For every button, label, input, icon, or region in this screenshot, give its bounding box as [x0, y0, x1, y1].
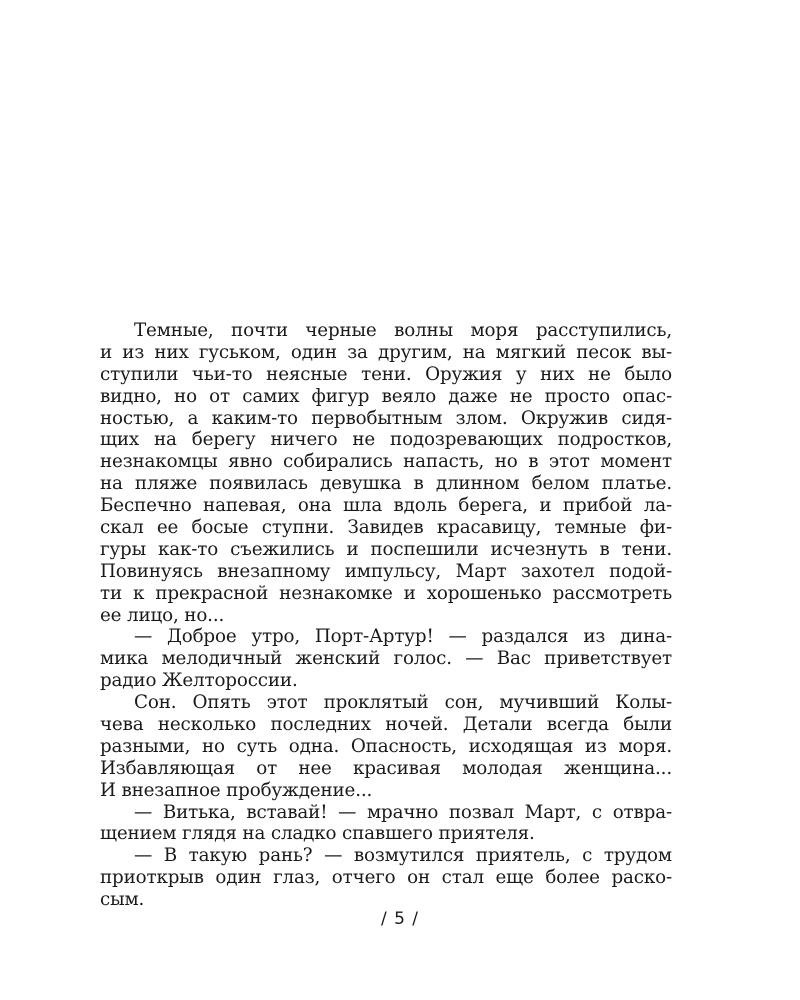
text-line: И внезапное пробуждение... [100, 779, 373, 801]
text-line: — Витька, вставай! — мрачно позвал Март, с отвра- [134, 801, 672, 823]
text-line: на пляже появилась девушка в длинном белом платье. [100, 473, 672, 495]
text-line: ностью, а каким-то первобытным злом. Окружив сидя- [100, 407, 672, 429]
text-line: щих на берегу ничего не подозревающих подростков, [100, 429, 672, 451]
paragraph [100, 626, 672, 692]
text-line: видно, но от самих фигур веяло даже не просто опас- [100, 385, 672, 407]
text-line: ступили чьи-то неясные тени. Оружия у них не было [100, 363, 672, 385]
text-line: незнакомцы явно собирались напасть, но в этот момент [100, 451, 672, 473]
text-line: разными, но суть одна. Опасность, исходящая из моря. [100, 735, 672, 757]
page-number: / 5 / [380, 909, 420, 929]
text-line: Беспечно напевая, она шла вдоль берега, и прибой ла- [100, 495, 672, 517]
text-line: — В такую рань? — возмутился приятель, с трудом [134, 845, 672, 867]
text-line: сым. [100, 889, 145, 911]
text-line: и из них гуськом, один за другим, на мягкий песок вы- [100, 341, 672, 363]
text-line: ти к прекрасной незнакомке и хорошенько рассмотреть [100, 582, 672, 604]
text-line: чева несколько последних ночей. Детали всегда были [100, 714, 672, 736]
text-line: — Доброе утро, Порт-Артур! — раздался из дина- [134, 626, 672, 648]
text-line: Повинуясь внезапному импульсу, Март захотел подой- [100, 560, 672, 582]
paragraph [100, 692, 672, 801]
text-line: радио Желтороссии. [100, 670, 298, 692]
text-line: скал ее босые ступни. Завидев красавицу, темные фи- [100, 517, 672, 539]
text-line: приоткрыв один глаз, отчего он стал еще более раско- [100, 867, 672, 889]
text-line: Избавляющая от нее красивая молодая женщина... [100, 757, 672, 779]
paragraph [100, 320, 672, 626]
text-line: мика мелодичный женский голос. — Вас приветствует [100, 648, 672, 670]
text-line: Сон. Опять этот проклятый сон, мучивший Колы- [134, 692, 672, 714]
text-line: гуры как-то съежились и поспешили исчезнуть в тени. [100, 538, 672, 560]
text-line: щением глядя на сладко спавшего приятеля. [100, 823, 535, 845]
body-text [100, 320, 672, 911]
text-line: Темные, почти черные волны моря расступились, [134, 320, 672, 341]
paragraph [100, 802, 672, 846]
paragraph [100, 845, 672, 911]
text-line: ее лицо, но... [100, 604, 225, 626]
